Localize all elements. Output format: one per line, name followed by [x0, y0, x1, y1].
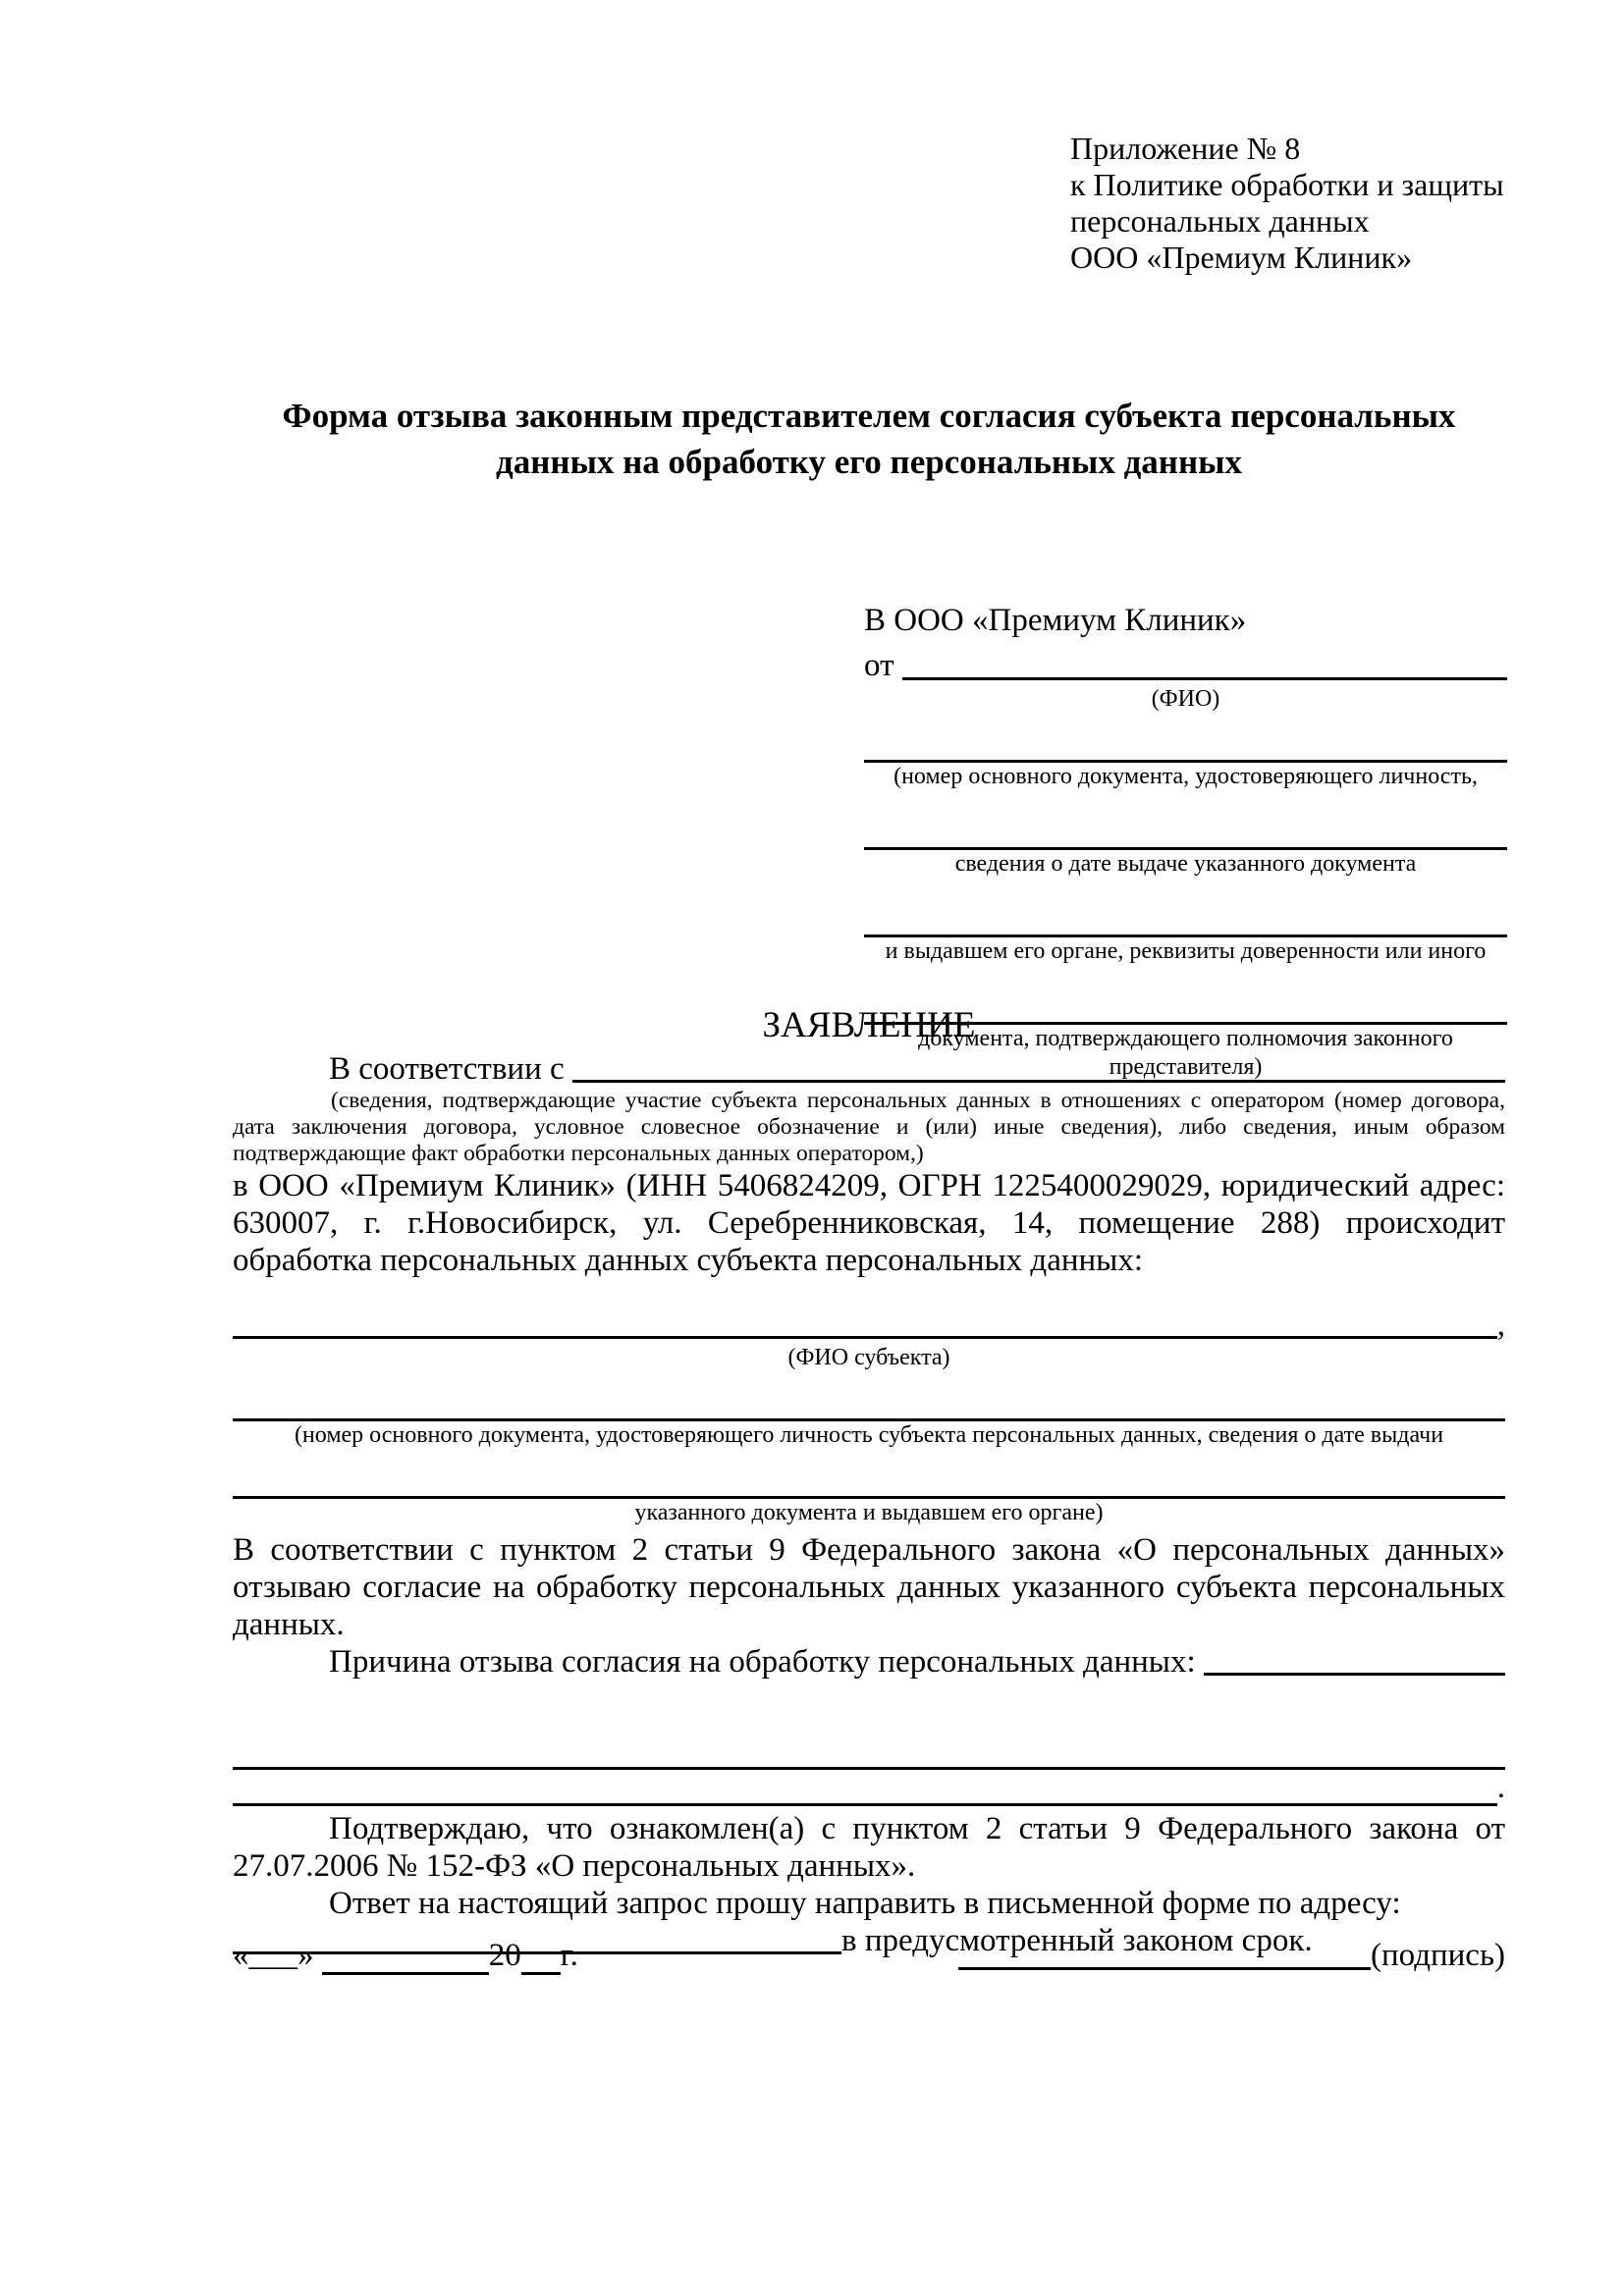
- reason-row: [233, 1643, 1505, 1681]
- subject-doc-blank-line: [233, 1469, 1505, 1499]
- from-label: от: [864, 648, 902, 683]
- basis-caption: (сведения, подтверждающие участие субъекта персональных данных в отношениях с оператором (номер договора, дата заключения договора, условное словесное обозначение и (или) иные сведения), либо сведения, иным образом подтверждающие факт обработки персональных данных оператором,): [233, 1088, 1505, 1166]
- basis-prefix: В соответствии с: [329, 1051, 572, 1087]
- reason-blank-line: [1204, 1673, 1505, 1676]
- addressee-organization: В ООО «Премиум Клиник»: [864, 603, 1247, 638]
- appendix-header-line: Приложение № 8: [1070, 131, 1301, 166]
- signature-blank-line: [958, 1967, 1371, 1970]
- operator-paragraph: в ООО «Премиум Клиник» (ИНН 5406824209, ОГРН 1225400029029, юридический адрес: 630007, г. г.Новосибирск, ул. Серебренниковская, 14, помещение 288) происходит обработка персональных данных субъекта персональных данных:: [233, 1168, 1505, 1278]
- document-title: Форма отзыва законным представителем согласия субъекта персональных данных на обработку его персональных данных: [282, 397, 1456, 481]
- date-field: [233, 1936, 578, 1975]
- subject-fio-blank-line: [233, 1336, 1497, 1339]
- statement-heading: ЗАЯВЛЕНИЕ: [762, 1005, 976, 1045]
- basis-blank-line: [572, 1080, 1505, 1083]
- appendix-header: [1070, 131, 1504, 276]
- date-open: «___»: [233, 1938, 322, 1973]
- withdrawal-paragraph: В соответствии с пунктом 2 статьи 9 Федерального закона «О персональных данных» отзываю согласие на обработку персональных данных указанного субъекта персональных данных.: [233, 1532, 1505, 1642]
- date-year-suffix: г.: [560, 1938, 578, 1973]
- signature-caption: (подпись): [1371, 1938, 1505, 1973]
- subject-line-suffix: ,: [1496, 1308, 1505, 1343]
- date-year-blank-line: [521, 1946, 561, 1975]
- blank-line-caption: и выдавшем его органе, реквизиты доверенности или иного: [885, 938, 1487, 964]
- footer-row: [233, 1936, 1505, 1975]
- confirmation-paragraph: Подтверждаю, что ознакомлен(а) с пунктом 2 статьи 9 Федерального закона от 27.07.2006 № 152-ФЗ «О персональных данных».: [233, 1811, 1505, 1884]
- appendix-header-line: персональных данных: [1070, 203, 1370, 239]
- blank-line: [864, 819, 1507, 850]
- statement-body: [233, 1003, 1505, 1959]
- reason-prefix: Причина отзыва согласия на обработку персональных данных:: [329, 1644, 1204, 1680]
- response-paragraph: Ответ на настоящий запрос прошу направить в письменной форме по адресу:: [329, 1886, 1401, 1921]
- from-row: [864, 646, 1507, 685]
- signature-field: [958, 1936, 1505, 1975]
- appendix-header-line: к Политике обработки и защиты: [1070, 167, 1504, 202]
- blank-line: [864, 906, 1507, 937]
- date-year-prefix: 20: [488, 1938, 521, 1973]
- date-month-blank-line: [322, 1946, 489, 1975]
- subject-doc-blank-line: [233, 1392, 1505, 1421]
- blank-line-caption: сведения о дате выдаче указанного документа: [954, 851, 1417, 877]
- reason-blank-row: [233, 1770, 1505, 1806]
- basis-row: [233, 1050, 1505, 1088]
- subject-doc-caption-top: (номер основного документа, удостоверяющего личность субъекта персональных данных, сведения о дате выдачи: [294, 1422, 1444, 1448]
- subject-fio-row: [233, 1310, 1505, 1344]
- reason-line-suffix: .: [1496, 1770, 1505, 1805]
- reason-blank-line: [233, 1803, 1497, 1806]
- from-blank-line: [902, 677, 1507, 680]
- fio-caption: (ФИО): [1151, 686, 1220, 712]
- response-suffix: в предусмотренный законом срок.: [841, 1923, 1313, 1958]
- appendix-header-line: ООО «Премиум Клиник»: [1070, 240, 1413, 275]
- blank-line-caption: (номер основного документа, удостоверяющего личность,: [893, 764, 1478, 789]
- blank-line-caption: документа, подтверждающего полномочия законного представителя): [918, 1026, 1453, 1080]
- blank-line: [864, 727, 1507, 763]
- subject-fio-caption: (ФИО субъекта): [787, 1345, 950, 1370]
- subject-doc-caption-bottom: указанного документа и выдавшем его органе): [634, 1500, 1104, 1525]
